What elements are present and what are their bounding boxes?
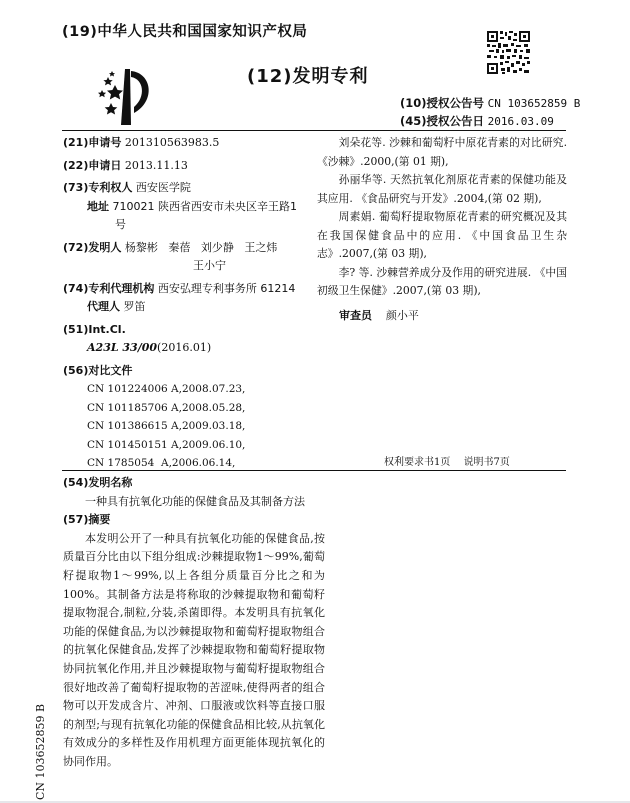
patentee: (73)专利权人 西安医学院	[63, 181, 191, 194]
cited-document: CN 101185706 A,2008.05.28,	[87, 401, 246, 414]
header-divider	[62, 130, 566, 131]
reference-item: 周素娟. 葡萄籽提取物原花青素的研究概况及其在我国保健食品中的应用. 《中国食品卫生杂志》.2007,(第 03 期),	[317, 210, 567, 260]
address-continued: 号	[115, 218, 126, 231]
patent-agency: (74)专利代理机构 西安弘理专利事务所 61214	[63, 281, 296, 295]
cnipa-logo-icon	[94, 63, 156, 129]
cited-document: CN 1785054 A,2006.06.14,	[87, 457, 236, 469]
description-page-count: 说明书7页	[463, 457, 510, 468]
cited-document: CN 101386615 A,2009.03.18,	[87, 420, 246, 432]
examiner-name: 颜小平	[385, 308, 419, 322]
title-and-abstract	[63, 474, 325, 772]
cited-document: CN 101450151 A,2009.06.10,	[87, 438, 246, 451]
invention-title-label: (54)发明名称	[63, 476, 133, 489]
publication-date-value: 2016.03.09	[487, 115, 554, 128]
examiner-label: 审查员	[339, 308, 372, 322]
publication-number-value: CN 103652859 B	[487, 97, 581, 110]
abstract-label: (57)摘要	[63, 513, 111, 527]
document-type-title: (12)发明专利	[247, 66, 369, 87]
page-counts	[384, 453, 510, 468]
section-divider	[62, 470, 360, 471]
ipc-classification: A23L 33/00(2016.01)	[87, 341, 212, 354]
examiner	[317, 307, 567, 326]
claims-page-count: 权利要求书1页	[384, 457, 451, 468]
abstract-text: 本发明公开了一种具有抗氧化功能的保健食品,按质量百分比由以下组分组成:沙棘提取物1～99%,葡萄籽提取物1～99%,以上各组分质量百分比之和为100%。其制备方法是将称取的沙棘提取物和葡萄籽提取物混合,制粒,分装,杀菌即得。本发明具有抗氧化功能的保健食品,为以沙棘提取物和葡萄籽提取物组合的抗氧化保健食品,发挥了沙棘提取物和葡萄籽提取物协同抗氧化作用,并且沙棘提取物与葡萄籽提取物组合很好地改善了葡萄籽提取物的苦涩味,使得两者的组合物可以开发成含片、冲剂、口服液或饮料等直接口服的剂型;与现有抗氧化功能的保健食品相比较,从抗氧化有效成分的多样性及作用机理方面更能体现抗氧化的协同作用。	[63, 531, 325, 768]
invention-title: 一种具有抗氧化功能的保健食品及其制备方法	[85, 494, 305, 508]
inventors-continued: 王小宁	[193, 259, 226, 272]
publication-date	[400, 113, 554, 129]
issuing-office: (19)中华人民共和国国家知识产权局	[62, 24, 308, 40]
section-divider	[360, 470, 566, 471]
address: 地址 710021 陕西省西安市未央区辛王路1	[87, 199, 297, 213]
reference-item: 孙丽华等. 天然抗氧化剂原花青素的保健功能及其应用. 《食品研究与开发》.2004,(第 02 期),	[317, 173, 567, 205]
ipc-label: (51)Int.Cl.	[63, 322, 126, 336]
application-number: (21)申请号 201310563983.5	[63, 136, 220, 149]
publication-number-label: (10)授权公告号	[400, 96, 485, 110]
application-date: (22)申请日 2013.11.13	[63, 158, 188, 172]
cited-document: CN 101224006 A,2008.07.23,	[87, 383, 246, 395]
side-patent-id: CN 103652859 B	[34, 703, 47, 800]
qr-code-icon	[486, 30, 531, 85]
inventors: (72)发明人 杨黎彬 秦蓓 刘少静 王之炜	[63, 240, 278, 254]
publication-date-label: (45)授权公告日	[400, 114, 485, 128]
patent-agent: 代理人 罗笛	[87, 300, 146, 313]
bibliographic-data	[63, 134, 333, 473]
publication-number	[400, 95, 580, 111]
cited-documents-label: (56)对比文件	[63, 363, 133, 377]
non-patent-references	[317, 134, 567, 325]
reference-item: 李? 等. 沙棘营养成分及作用的研究进展. 《中国初级卫生保健》.2007,(第 03 期),	[317, 265, 567, 297]
reference-item: 刘朵花等. 沙棘和葡萄籽中原花青素的对比研究. 《沙棘》.2000,(第 01 期),	[317, 136, 567, 168]
